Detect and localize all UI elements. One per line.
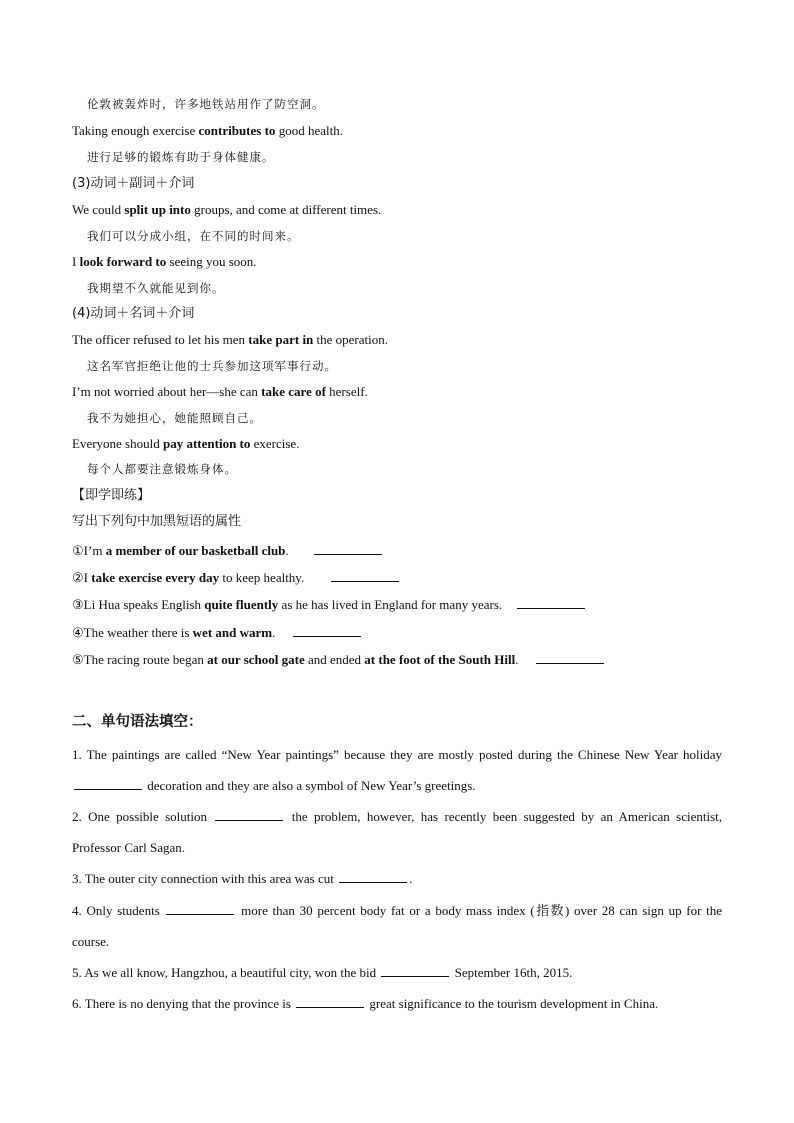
question-text: great significance to the tourism development in China.	[366, 996, 659, 1011]
item-text: ②I	[72, 570, 92, 585]
example-translation-2: 进行足够的锻炼有助于身体健康。	[87, 150, 275, 164]
question-text: decoration and they are also a symbol of New Year’s greetings.	[144, 778, 476, 793]
question-text: 1. The paintings are called “New Year paintings” because they are mostly posted during the Chinese New Year holiday	[72, 747, 722, 762]
question-text: more than 30 percent body fat or a body mass index (指数) over 28 can sign up for the course.	[72, 903, 722, 949]
bold-phrase: at the foot of the South Hill	[364, 652, 516, 667]
example-translation-5: 这名军官拒绝让他的士兵参加这项军事行动。	[87, 359, 337, 373]
sentence-text: I	[72, 254, 80, 269]
bold-phrase: take care of	[261, 384, 326, 399]
question-text: September 16th, 2015.	[451, 965, 573, 980]
sentence-text: We could	[72, 202, 125, 217]
question-text: 2. One possible solution	[72, 809, 214, 824]
question-text: 4. Only students	[72, 903, 165, 918]
section-2-title: 二、单句语法填空：	[72, 714, 203, 730]
bold-phrase: take exercise every day	[91, 570, 220, 585]
bold-phrase: take part in	[248, 332, 314, 347]
bold-phrase: quite fluently	[204, 597, 279, 612]
example-translation-1: 伦敦被轰炸时，许多地铁站用作了防空洞。	[87, 97, 325, 111]
question-text: 5. As we all know, Hangzhou, a beautiful city, won the bid	[72, 965, 380, 980]
item-text: .	[285, 543, 289, 558]
example-translation-3: 我们可以分成小组，在不同的时间来。	[87, 229, 300, 243]
question-6	[72, 988, 722, 1019]
item-text: ①I’m	[72, 543, 106, 558]
example-translation-7: 每个人都要注意锻炼身体。	[87, 462, 237, 476]
bold-phrase: wet and warm	[192, 625, 273, 640]
question-text: .	[409, 871, 413, 886]
answer-blank[interactable]	[296, 995, 364, 1008]
sentence-text: groups, and come at different times.	[190, 202, 382, 217]
question-text: 6. There is no denying that the province is	[72, 996, 295, 1011]
practice-item-2	[72, 569, 399, 586]
item-text: ④The weather there is	[72, 625, 193, 640]
bold-phrase: pay attention to	[162, 436, 251, 451]
sentence-text: the operation.	[313, 332, 389, 347]
item-text: as he has lived in England for many years.	[278, 597, 503, 612]
sentence-text: I’m not worried about her—she can	[72, 384, 262, 399]
practice-item-1	[72, 542, 382, 559]
answer-blank[interactable]	[339, 870, 407, 883]
example-translation-4: 我期望不久就能见到你。	[87, 281, 225, 295]
question-4	[72, 895, 722, 957]
answer-blank[interactable]	[215, 808, 283, 821]
sentence-text: Taking enough exercise	[72, 123, 199, 138]
practice-instruction: 写出下列句中加黑短语的属性	[72, 514, 242, 529]
bold-phrase: a member of our basketball club	[105, 543, 286, 558]
item-text: ⑤The racing route began	[72, 652, 208, 667]
practice-title: 【即学即练】	[72, 488, 151, 503]
example-sentence-6	[72, 384, 368, 400]
answer-blank[interactable]	[74, 777, 142, 790]
answer-blank[interactable]	[166, 902, 234, 915]
bold-phrase: look forward to	[79, 254, 167, 269]
example-sentence-7	[72, 436, 299, 452]
practice-item-5	[72, 651, 604, 668]
item-text: and ended	[304, 652, 365, 667]
item-text: .	[515, 652, 519, 667]
sentence-text: The officer refused to let his men	[72, 332, 249, 347]
answer-blank[interactable]	[314, 542, 382, 555]
question-text: 3. The outer city connection with this area was cut	[72, 871, 338, 886]
sentence-text: exercise.	[250, 436, 300, 451]
answer-blank[interactable]	[293, 624, 361, 637]
practice-item-4	[72, 624, 361, 641]
item-text: ③Li Hua speaks English	[72, 597, 205, 612]
subheading-4: (4)动词＋名词＋介词	[72, 306, 195, 321]
question-3	[72, 863, 722, 894]
sentence-text: seeing you soon.	[166, 254, 257, 269]
sentence-text: good health.	[275, 123, 343, 138]
question-5	[72, 957, 722, 988]
item-text: .	[272, 625, 276, 640]
answer-blank[interactable]	[536, 651, 604, 664]
answer-blank[interactable]	[331, 569, 399, 582]
bold-phrase: split up into	[124, 202, 191, 217]
question-text: the problem, however, has recently been suggested by an American scientist, Professor Carl Sagan.	[72, 809, 722, 855]
practice-item-3	[72, 596, 585, 613]
subheading-3: (3)动词＋副词＋介词	[72, 176, 195, 191]
example-translation-6: 我不为她担心，她能照顾自己。	[87, 411, 262, 425]
item-text: to keep healthy.	[219, 570, 305, 585]
question-1	[72, 739, 722, 801]
bold-phrase: at our school gate	[207, 652, 305, 667]
question-2	[72, 801, 722, 863]
sentence-text: herself.	[325, 384, 368, 399]
answer-blank[interactable]	[517, 596, 585, 609]
example-sentence-2	[72, 123, 343, 139]
example-sentence-5	[72, 332, 388, 348]
example-sentence-4	[72, 254, 257, 270]
sentence-text: Everyone should	[72, 436, 163, 451]
answer-blank[interactable]	[381, 964, 449, 977]
bold-phrase: contributes to	[198, 123, 276, 138]
example-sentence-3	[72, 202, 381, 218]
